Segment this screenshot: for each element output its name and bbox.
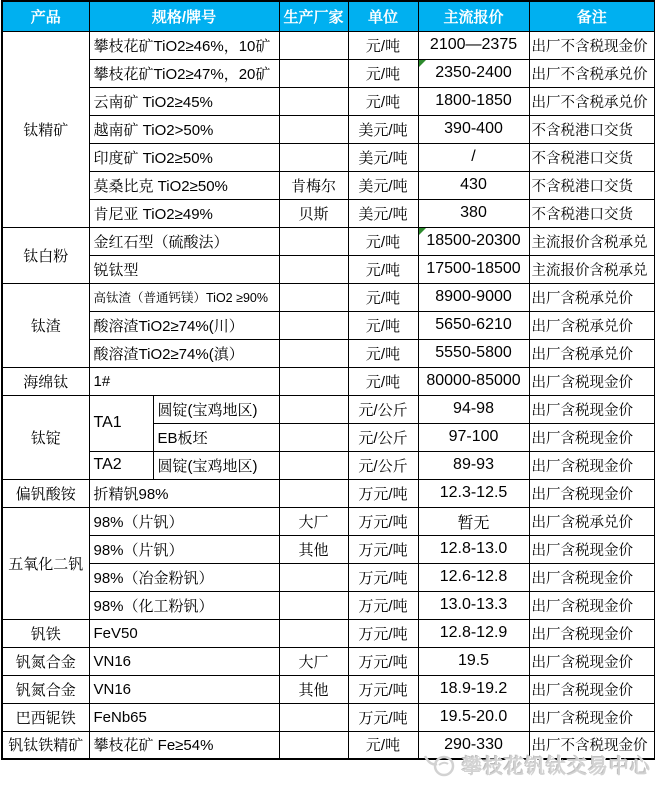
manufacturer-cell	[279, 451, 348, 479]
manufacturer-cell	[279, 87, 348, 115]
table-row	[2, 395, 655, 423]
note-cell: 出厂含税现金价	[529, 703, 655, 731]
manufacturer-cell	[279, 143, 348, 171]
product-cell: 钒氮合金	[2, 675, 89, 703]
table-row	[2, 59, 655, 87]
note-cell: 出厂含税承兑价	[529, 283, 655, 311]
manufacturer-cell: 贝斯	[279, 199, 348, 227]
col-header-1: 产品	[2, 1, 89, 31]
table-row	[2, 115, 655, 143]
table-row	[2, 367, 655, 395]
spec-cell: VN16	[89, 675, 279, 703]
col-header-5: 主流报价	[418, 1, 529, 31]
table-row	[2, 619, 655, 647]
watermark-text: 攀枝花钒钛交易中心	[462, 756, 651, 778]
spec-cell: 折精钒98%	[89, 479, 279, 507]
unit-cell: 万元/吨	[348, 591, 418, 619]
spec-type-cell: 圆锭(宝鸡地区)	[153, 395, 279, 423]
manufacturer-cell: 其他	[279, 675, 348, 703]
product-cell: 钒钛铁精矿	[2, 731, 89, 759]
note-cell: 出厂含税现金价	[529, 563, 655, 591]
table-row	[2, 199, 655, 227]
unit-cell: 万元/吨	[348, 675, 418, 703]
price-cell: 12.6-12.8	[418, 563, 529, 591]
price-cell: 13.0-13.3	[418, 591, 529, 619]
table-row	[2, 283, 655, 311]
unit-cell: 元/吨	[348, 59, 418, 87]
spec-type-cell: 圆锭(宝鸡地区)	[153, 451, 279, 479]
note-cell: 出厂含税现金价	[529, 535, 655, 563]
price-cell: 2350-2400	[418, 59, 529, 87]
col-header-2: 规格/牌号	[89, 1, 279, 31]
unit-cell: 元/吨	[348, 731, 418, 759]
spec-cell: FeV50	[89, 619, 279, 647]
table-row	[2, 535, 655, 563]
price-cell: 17500-18500	[418, 255, 529, 283]
price-cell: 12.8-12.9	[418, 619, 529, 647]
product-cell: 钛锭	[2, 395, 89, 479]
spec-cell: 高钛渣（普通钙镁）TiO2 ≥90%	[89, 283, 279, 311]
manufacturer-cell	[279, 423, 348, 451]
price-cell: 97-100	[418, 423, 529, 451]
note-cell: 出厂不含税现金价	[529, 731, 655, 759]
spec-cell: 肯尼亚 TiO2≥49%	[89, 199, 279, 227]
price-table	[1, 0, 655, 760]
manufacturer-cell: 大厂	[279, 507, 348, 535]
spec-cell: 云南矿 TiO2≥45%	[89, 87, 279, 115]
unit-cell: 万元/吨	[348, 535, 418, 563]
price-cell: 80000-85000	[418, 367, 529, 395]
table-row	[2, 507, 655, 535]
note-cell: 不含税港口交货	[529, 171, 655, 199]
price-cell: 19.5-20.0	[418, 703, 529, 731]
note-cell: 出厂不含税承兑价	[529, 87, 655, 115]
price-cell: 290-330	[418, 731, 529, 759]
comment-marker-icon	[419, 60, 426, 67]
table-row	[2, 591, 655, 619]
note-cell: 出厂含税现金价	[529, 423, 655, 451]
header-row	[2, 1, 655, 31]
manufacturer-cell: 其他	[279, 535, 348, 563]
unit-cell: 万元/吨	[348, 479, 418, 507]
table-row	[2, 339, 655, 367]
table-row	[2, 563, 655, 591]
spec-cell: 98%（片钒）	[89, 507, 279, 535]
unit-cell: 元/吨	[348, 283, 418, 311]
price-cell: 18500-20300	[418, 227, 529, 255]
unit-cell: 万元/吨	[348, 619, 418, 647]
manufacturer-cell	[279, 283, 348, 311]
product-cell: 五氧化二钒	[2, 507, 89, 619]
manufacturer-cell	[279, 31, 348, 59]
spec-cell: 酸溶渣TiO2≥74%(川）	[89, 311, 279, 339]
table-row	[2, 171, 655, 199]
price-cell: 94-98	[418, 395, 529, 423]
table-row	[2, 255, 655, 283]
product-cell: 巴西铌铁	[2, 703, 89, 731]
price-cell: 12.3-12.5	[418, 479, 529, 507]
table-row	[2, 647, 655, 675]
unit-cell: 元/公斤	[348, 451, 418, 479]
spec-grade-cell: TA2	[89, 451, 153, 479]
price-cell: 1800-1850	[418, 87, 529, 115]
col-header-6: 备注	[529, 1, 655, 31]
note-cell: 出厂含税现金价	[529, 619, 655, 647]
spec-cell: 印度矿 TiO2≥50%	[89, 143, 279, 171]
spec-cell: 金红石型（硫酸法）	[89, 227, 279, 255]
table-row	[2, 31, 655, 59]
manufacturer-cell	[279, 479, 348, 507]
manufacturer-cell	[279, 59, 348, 87]
unit-cell: 元/吨	[348, 339, 418, 367]
note-cell: 出厂含税现金价	[529, 451, 655, 479]
price-cell: 暂无	[418, 507, 529, 535]
spec-cell: 酸溶渣TiO2≥74%(滇）	[89, 339, 279, 367]
product-cell: 钒铁	[2, 619, 89, 647]
spec-cell: 莫桑比克 TiO2≥50%	[89, 171, 279, 199]
manufacturer-cell	[279, 563, 348, 591]
note-cell: 主流报价含税承兑	[529, 255, 655, 283]
unit-cell: 元/吨	[348, 227, 418, 255]
unit-cell: 美元/吨	[348, 171, 418, 199]
note-cell: 出厂含税现金价	[529, 395, 655, 423]
table-row	[2, 731, 655, 759]
spec-cell: 1#	[89, 367, 279, 395]
unit-cell: 元/吨	[348, 31, 418, 59]
manufacturer-cell	[279, 115, 348, 143]
manufacturer-cell	[279, 731, 348, 759]
note-cell: 出厂含税现金价	[529, 647, 655, 675]
spec-cell: 98%（化工粉钒）	[89, 591, 279, 619]
spec-cell: 98%（冶金粉钒）	[89, 563, 279, 591]
col-header-4: 单位	[348, 1, 418, 31]
product-cell: 海绵钛	[2, 367, 89, 395]
price-cell: 19.5	[418, 647, 529, 675]
manufacturer-cell	[279, 367, 348, 395]
note-cell: 出厂含税现金价	[529, 675, 655, 703]
price-cell: /	[418, 143, 529, 171]
price-cell: 380	[418, 199, 529, 227]
spec-type-cell: EB板坯	[153, 423, 279, 451]
table-row	[2, 703, 655, 731]
table-row	[2, 675, 655, 703]
unit-cell: 元/公斤	[348, 395, 418, 423]
note-cell: 出厂含税现金价	[529, 367, 655, 395]
note-cell: 出厂含税承兑价	[529, 339, 655, 367]
table-row	[2, 451, 655, 479]
unit-cell: 万元/吨	[348, 563, 418, 591]
unit-cell: 美元/吨	[348, 143, 418, 171]
price-cell: 430	[418, 171, 529, 199]
table-row	[2, 311, 655, 339]
unit-cell: 万元/吨	[348, 703, 418, 731]
note-cell: 不含税港口交货	[529, 199, 655, 227]
unit-cell: 元/吨	[348, 367, 418, 395]
table-header	[2, 1, 655, 31]
note-cell: 不含税港口交货	[529, 115, 655, 143]
price-cell: 390-400	[418, 115, 529, 143]
price-cell: 18.9-19.2	[418, 675, 529, 703]
table-row	[2, 479, 655, 507]
spec-cell: FeNb65	[89, 703, 279, 731]
manufacturer-cell: 肯梅尔	[279, 171, 348, 199]
note-cell: 出厂不含税承兑价	[529, 59, 655, 87]
spec-cell: 攀枝花矿 Fe≥54%	[89, 731, 279, 759]
spec-cell: 攀枝花矿TiO2≥46%，10矿	[89, 31, 279, 59]
manufacturer-cell	[279, 703, 348, 731]
unit-cell: 万元/吨	[348, 507, 418, 535]
unit-cell: 美元/吨	[348, 199, 418, 227]
note-cell: 不含税港口交货	[529, 143, 655, 171]
note-cell: 出厂含税承兑价	[529, 311, 655, 339]
price-cell: 8900-9000	[418, 283, 529, 311]
note-cell: 出厂不含税现金价	[529, 31, 655, 59]
spec-cell: 98%（片钒）	[89, 535, 279, 563]
note-cell: 主流报价含税承兑	[529, 227, 655, 255]
price-cell: 12.8-13.0	[418, 535, 529, 563]
manufacturer-cell	[279, 339, 348, 367]
table-row	[2, 143, 655, 171]
table-row	[2, 87, 655, 115]
spec-cell: 锐钛型	[89, 255, 279, 283]
unit-cell: 元/吨	[348, 311, 418, 339]
table-body	[2, 31, 655, 759]
manufacturer-cell	[279, 395, 348, 423]
unit-cell: 美元/吨	[348, 115, 418, 143]
comment-marker-icon	[419, 228, 426, 235]
product-cell: 偏钒酸铵	[2, 479, 89, 507]
unit-cell: 元/吨	[348, 255, 418, 283]
price-cell: 2100—2375	[418, 31, 529, 59]
price-cell: 5650-6210	[418, 311, 529, 339]
manufacturer-cell	[279, 591, 348, 619]
price-cell: 5550-5800	[418, 339, 529, 367]
spec-grade-cell: TA1	[89, 395, 153, 451]
product-cell: 钛精矿	[2, 31, 89, 227]
note-cell: 出厂含税现金价	[529, 479, 655, 507]
spec-cell: VN16	[89, 647, 279, 675]
price-cell: 89-93	[418, 451, 529, 479]
manufacturer-cell	[279, 619, 348, 647]
spec-cell: 越南矿 TiO2>50%	[89, 115, 279, 143]
note-cell: 出厂含税现金价	[529, 591, 655, 619]
unit-cell: 元/吨	[348, 87, 418, 115]
table-row	[2, 227, 655, 255]
product-cell: 钛渣	[2, 283, 89, 367]
manufacturer-cell	[279, 255, 348, 283]
manufacturer-cell: 大厂	[279, 647, 348, 675]
spec-cell: 攀枝花矿TiO2≥47%，20矿	[89, 59, 279, 87]
manufacturer-cell	[279, 227, 348, 255]
product-cell: 钒氮合金	[2, 647, 89, 675]
unit-cell: 万元/吨	[348, 647, 418, 675]
product-cell: 钛白粉	[2, 227, 89, 283]
col-header-3: 生产厂家	[279, 1, 348, 31]
manufacturer-cell	[279, 311, 348, 339]
unit-cell: 元/公斤	[348, 423, 418, 451]
note-cell: 出厂含税承兑价	[529, 507, 655, 535]
